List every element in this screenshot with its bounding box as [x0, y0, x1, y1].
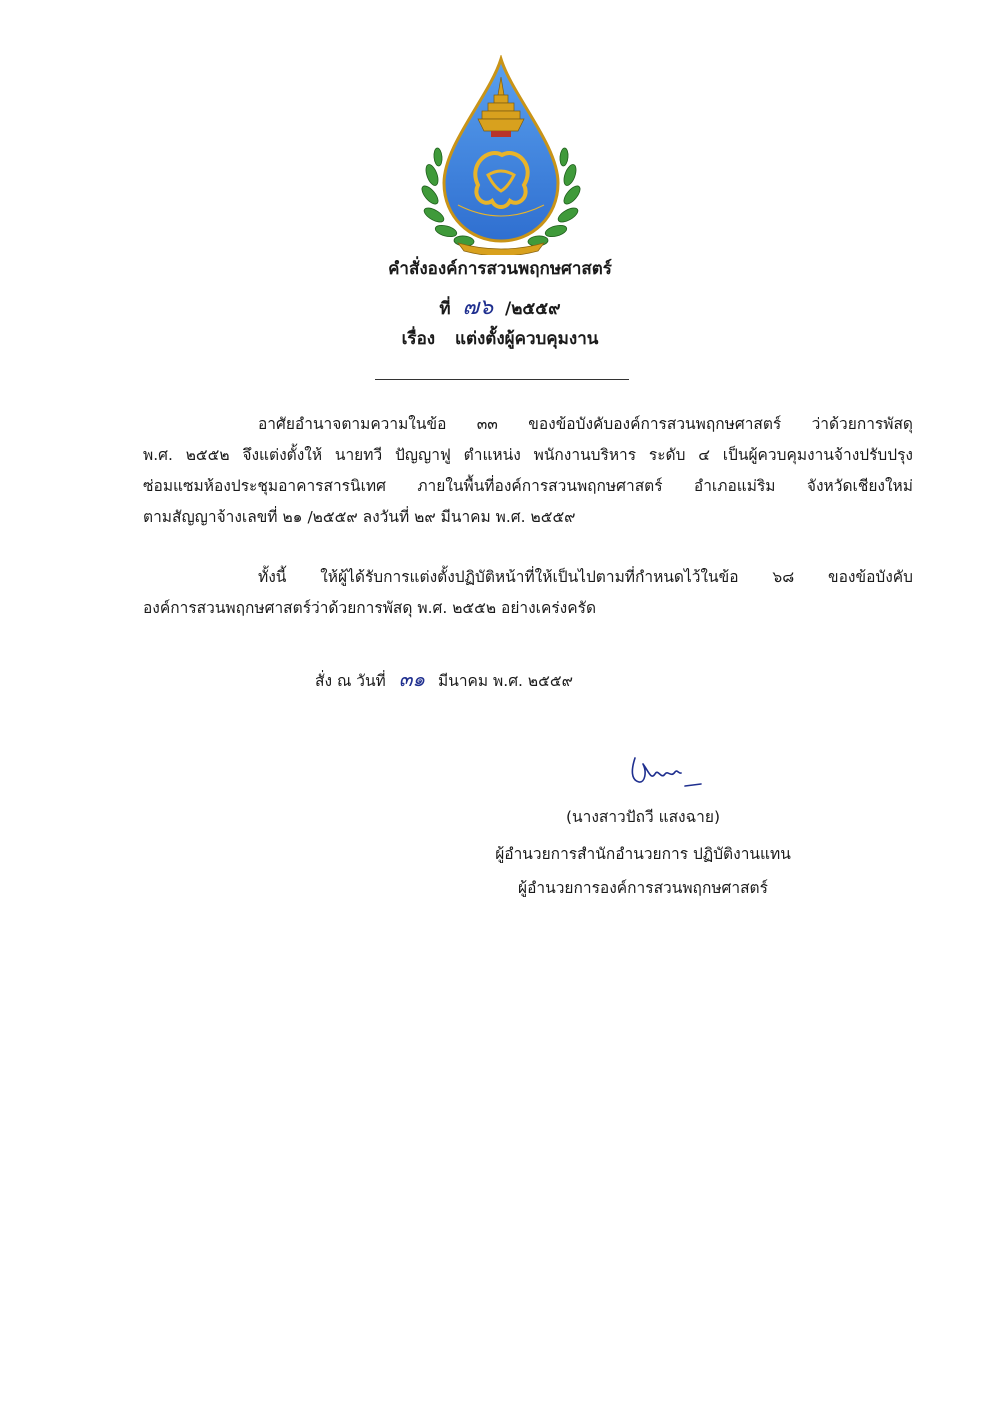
paragraph-line: ซ่อมแซมห้องประชุมอาคารสารนิเทศ ภายในพื้นที่องค์การสวนพฤกษศาสตร์ อำเภอแม่ริม จังหวัดเชียงใหม่ — [143, 477, 913, 495]
paragraph-line: ทั้งนี้ ให้ผู้ได้รับการแต่งตั้งปฏิบัติหน้าที่ให้เป็นไปตามที่กำหนดไว้ในข้อ ๖๘ ของข้อบังคับ — [258, 568, 913, 586]
order-title: คำสั่งองค์การสวนพฤกษศาสตร์ — [388, 259, 612, 279]
signer-position-line-1: ผู้อำนวยการสำนักอำนวยการ ปฏิบัติงานแทน — [495, 845, 791, 863]
signer-name: (นางสาวปัถวี แสงฉาย) — [565, 808, 721, 826]
title-divider — [375, 379, 629, 380]
order-number — [0, 289, 1000, 324]
order-date-prefix: สั่ง ณ วันที่ — [315, 672, 386, 690]
subject-text: แต่งตั้งผู้ควบคุมงาน — [455, 329, 599, 349]
paragraph-line: ตามสัญญาจ้างเลขที่ ๒๑ /๒๕๕๙ ลงวันที่ ๒๙ มีนาคม พ.ศ. ๒๕๕๙ — [143, 508, 576, 526]
order-date-month-year: มีนาคม พ.ศ. ๒๕๕๙ — [438, 672, 573, 690]
order-number-handwritten: ๗๖ — [462, 295, 494, 320]
order-number-prefix: ที่ — [439, 299, 451, 319]
paragraph-line: องค์การสวนพฤกษศาสตร์ว่าด้วยการพัสดุ พ.ศ. ๒๕๕๒ อย่างเคร่งครัด — [143, 599, 597, 617]
subject-label: เรื่อง — [401, 329, 436, 349]
signer-position-line-2: ผู้อำนวยการองค์การสวนพฤกษศาสตร์ — [518, 879, 768, 897]
botanical-garden-emblem-icon — [418, 55, 584, 255]
paragraph-line: พ.ศ. ๒๕๕๒ จึงแต่งตั้งให้ นายทวี ปัญญาฟู ตำแหน่ง พนักงานบริหาร ระดับ ๔ เป็นผู้ควบคุมงานจ้างปรับปรุง — [143, 446, 913, 464]
order-date-day-handwritten: ๓๑ — [398, 667, 426, 691]
paragraph-line: อาศัยอำนาจตามความในข้อ ๓๓ ของข้อบังคับองค์การสวนพฤกษศาสตร์ ว่าด้วยการพัสดุ — [258, 415, 913, 433]
order-date — [315, 663, 573, 695]
handwritten-signature — [625, 750, 705, 795]
body-paragraph-2 — [143, 562, 913, 624]
body-paragraph-1 — [143, 409, 913, 533]
order-subject — [0, 325, 1000, 352]
order-number-suffix: /๒๕๕๙ — [504, 299, 561, 319]
